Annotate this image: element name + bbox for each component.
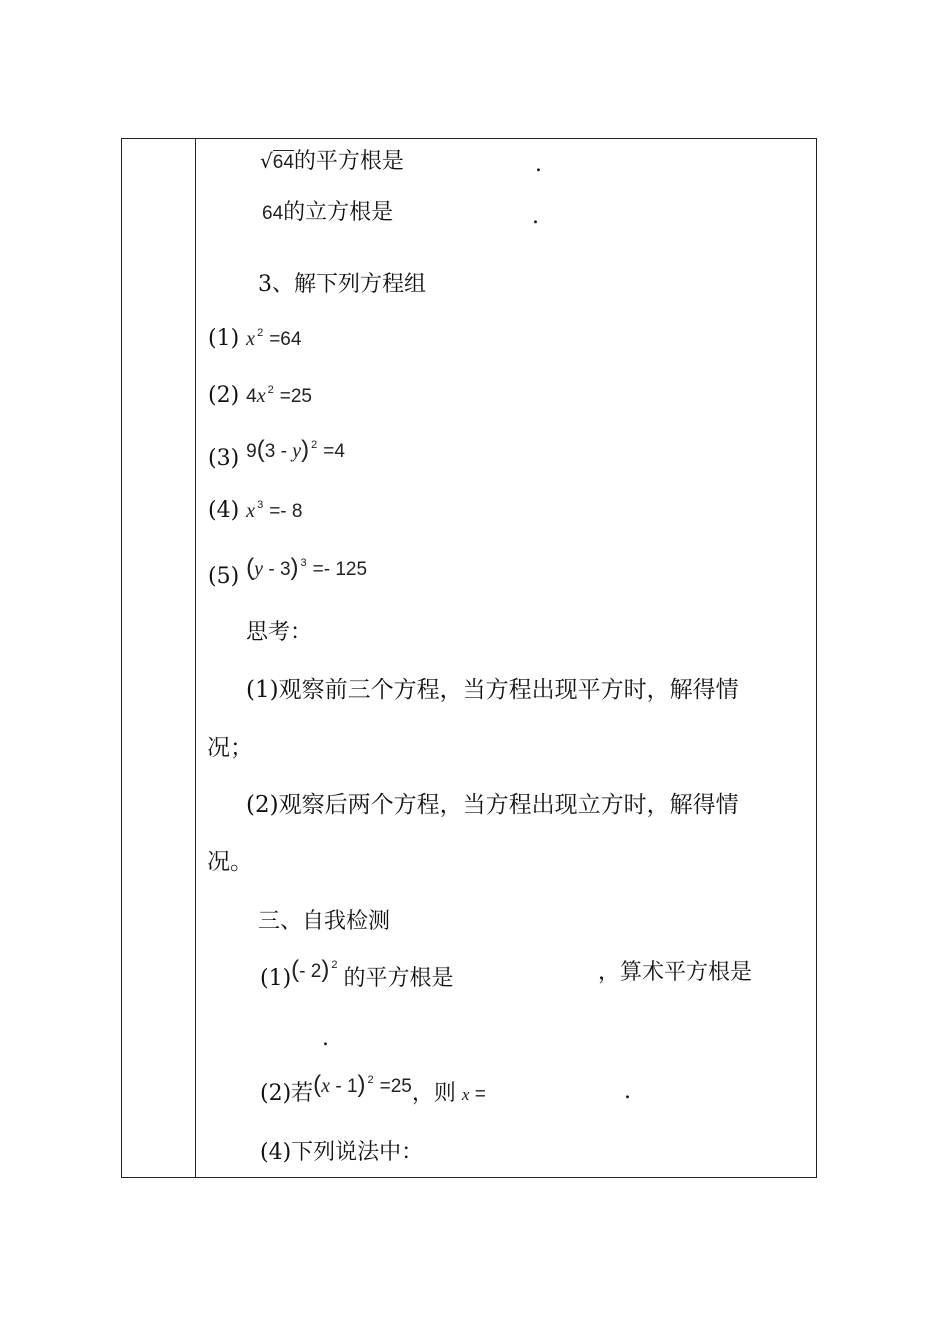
- think-p2-line2: 况。: [207, 849, 253, 875]
- eq2-exp: 2: [267, 384, 274, 396]
- cube64-num: 64: [262, 203, 284, 224]
- equation-4: [208, 490, 302, 527]
- selftest-title: 三、自我检测: [258, 909, 391, 934]
- sqrt-symbol: √: [260, 149, 273, 173]
- eq4-exp: 3: [257, 499, 264, 511]
- equation-2: [208, 375, 312, 412]
- item1-dot: .: [322, 1026, 329, 1051]
- eq5-exp: 3: [300, 557, 307, 569]
- eq3-rhs: =4: [323, 441, 345, 462]
- equation-5: (5) (y - 3) $^3$ =- 125: [208, 554, 368, 589]
- eq3-coef: 9: [246, 441, 257, 462]
- item2-dot: .: [624, 1079, 631, 1104]
- eq1-exp: 2: [257, 327, 264, 339]
- eq5-inner: - 3: [263, 559, 291, 580]
- think-title: 思考：: [246, 620, 313, 645]
- item1-exp: 2: [331, 959, 338, 971]
- item1-tail: ，算术平方根是: [598, 960, 753, 985]
- eq2-coef: 4: [246, 386, 257, 407]
- item2-rhs: =25: [379, 1076, 412, 1097]
- eq5-label: (5): [208, 564, 240, 589]
- item1-text: 的平方根是: [343, 966, 454, 991]
- equation-1: [208, 318, 301, 355]
- eq2-rhs: =25: [279, 386, 312, 407]
- sqrt64-dot: .: [535, 152, 542, 177]
- item2-xvar: x: [461, 1085, 470, 1104]
- equation-3: (3) 9(3 - y) $^2$ =4: [208, 436, 345, 471]
- item2-eq: =: [474, 1084, 486, 1105]
- eq2-var: x: [256, 385, 266, 407]
- think-p2-line1: (2)观察后两个方程，当方程出现立方时，解得情: [246, 792, 739, 818]
- item1-expr: - 2: [299, 961, 322, 982]
- eq5-rhs: =- 125: [312, 559, 368, 580]
- q3-title: 3、解下列方程组: [258, 272, 426, 297]
- cube64-line: [262, 198, 393, 229]
- think-p1-line2: 况；: [207, 735, 253, 761]
- sqrt64-text: 的平方根是: [293, 149, 404, 174]
- cube64-text: 的立方根是: [283, 200, 394, 225]
- eq3-label: (3): [208, 446, 240, 471]
- eq2-label: (2): [208, 383, 240, 408]
- selftest-item-1: (1)(- 2) $^2$的平方根是: [260, 956, 454, 991]
- item2-inner: - 1: [330, 1076, 358, 1097]
- eq5-var: y: [254, 558, 264, 580]
- eq4-label: (4): [208, 498, 240, 523]
- selftest-item-2: (2)若(x - 1) $^2$ =25，则 x =: [260, 1071, 486, 1106]
- eq4-rhs: =- 8: [269, 501, 303, 522]
- eq1-var: x: [246, 328, 256, 350]
- think-p1-line1: (1)观察前三个方程，当方程出现平方时，解得情: [246, 677, 739, 703]
- item2-text: ，则: [411, 1081, 456, 1106]
- eq3-exp: 2: [311, 439, 318, 451]
- item2-exp: 2: [367, 1074, 374, 1086]
- sqrt64-radicand: 64: [272, 152, 294, 173]
- eq3-var: y: [292, 440, 302, 462]
- cube64-dot: .: [532, 204, 539, 229]
- item2-var: x: [321, 1075, 331, 1097]
- eq1-label: (1): [208, 326, 240, 351]
- item2-label: (2)若: [260, 1081, 314, 1106]
- sqrt64-line: [260, 146, 404, 178]
- eq3-inner: 3 -: [264, 441, 293, 462]
- eq1-rhs: =64: [269, 329, 302, 350]
- item1-label: (1): [260, 966, 292, 991]
- eq4-var: x: [246, 500, 256, 522]
- table-frame: [121, 138, 817, 1178]
- selftest-item-4: (4)下列说法中：: [260, 1140, 424, 1165]
- table-column-divider: [195, 138, 196, 1178]
